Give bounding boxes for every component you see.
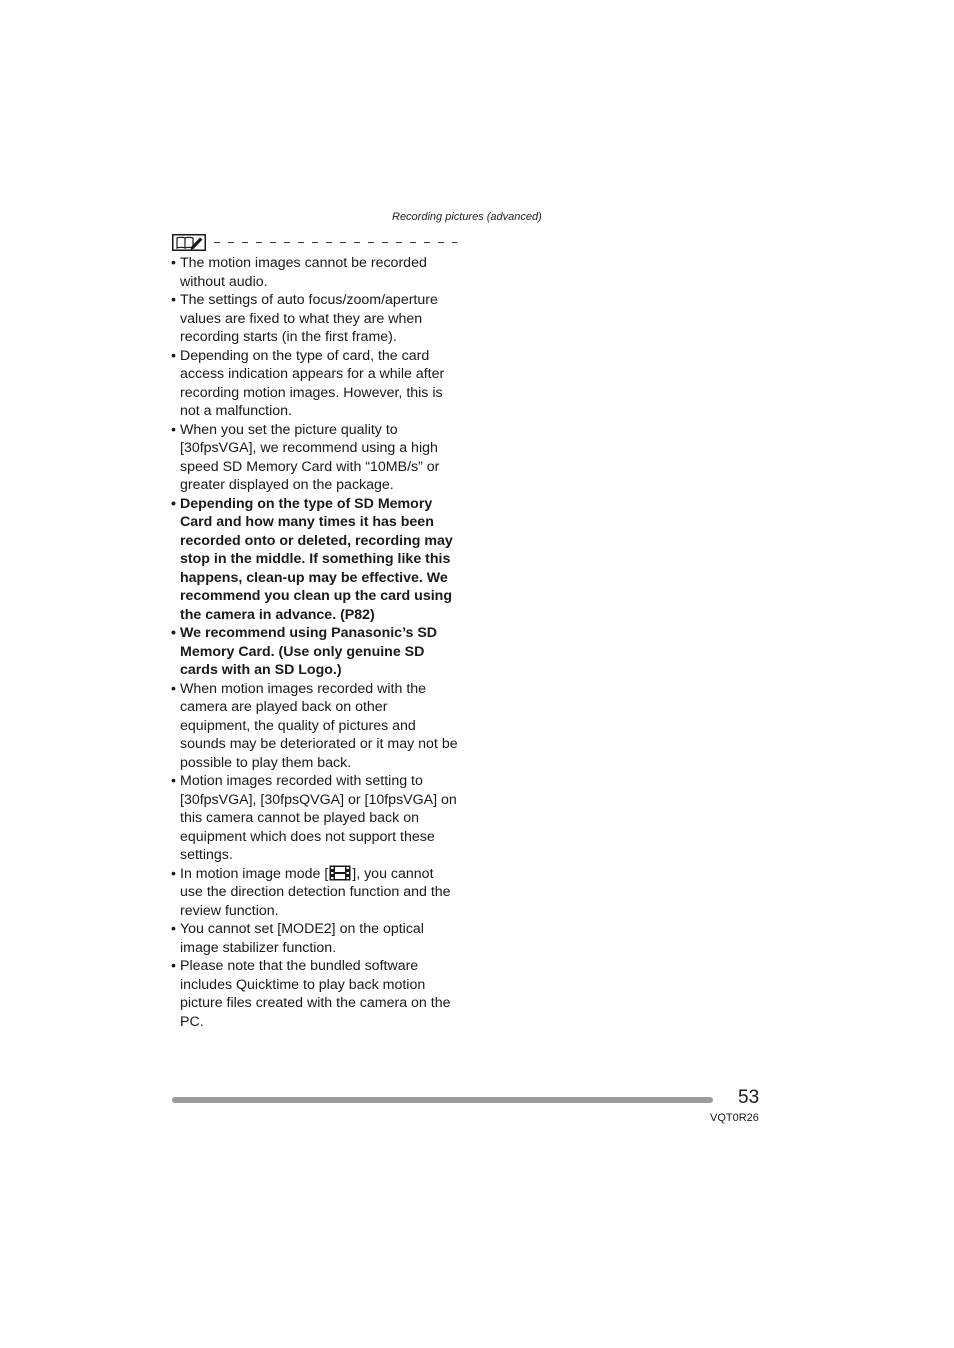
list-item-bold: • Depending on the type of SD Memory Card and how many times it has been recorded onto or deleted, recording may stop in the middle. If something like this happens, clean-up may be effective. We recommend you clean up the card using the camera in advance. (P82) <box>170 495 460 625</box>
list-item: • Please note that the bundled software includes Quicktime to play back motion picture files created with the camera on the PC. <box>170 957 460 1031</box>
notes-list <box>170 254 460 1031</box>
list-item: • The settings of auto focus/zoom/aperture values are fixed to what they are when recording starts (in the first frame). <box>170 291 460 347</box>
list-item-motion-mode <box>170 865 460 921</box>
motion-item-text-after: ], you cannot use the direction detection function and the review function. <box>180 865 451 919</box>
list-item-bold: • We recommend using Panasonic’s SD Memory Card. (Use only genuine SD cards with an SD Logo.) <box>170 624 460 680</box>
section-header: Recording pictures (advanced) <box>392 211 542 223</box>
list-item: • The motion images cannot be recorded without audio. <box>170 254 460 291</box>
list-item: • Motion images recorded with setting to [30fpsVGA], [30fpsQVGA] or [10fpsVGA] on this camera cannot be played back on equipment which does not support these settings. <box>170 772 460 865</box>
list-item: • Depending on the type of card, the card access indication appears for a while after recording motion images. However, this is not a malfunction. <box>170 347 460 421</box>
page-number: 53 <box>738 1087 760 1108</box>
list-item: • When motion images recorded with the camera are played back on other equipment, the quality of pictures and sounds may be deteriorated or it may not be possible to play them back. <box>170 680 460 773</box>
list-item: • You cannot set [MODE2] on the optical image stabilizer function. <box>170 920 460 957</box>
document-code: VQT0R26 <box>710 1112 759 1124</box>
motion-item-text-before: In motion image mode [ <box>180 865 329 882</box>
footer-bar <box>172 1097 713 1103</box>
list-item: • When you set the picture quality to [30fpsVGA], we recommend using a high speed SD Memory Card with “10MB/s” or greater displayed on the package. <box>170 421 460 495</box>
note-heading <box>172 234 457 252</box>
motion-picture-icon <box>329 865 351 881</box>
note-icon <box>172 234 206 251</box>
dashed-rule <box>214 242 457 243</box>
